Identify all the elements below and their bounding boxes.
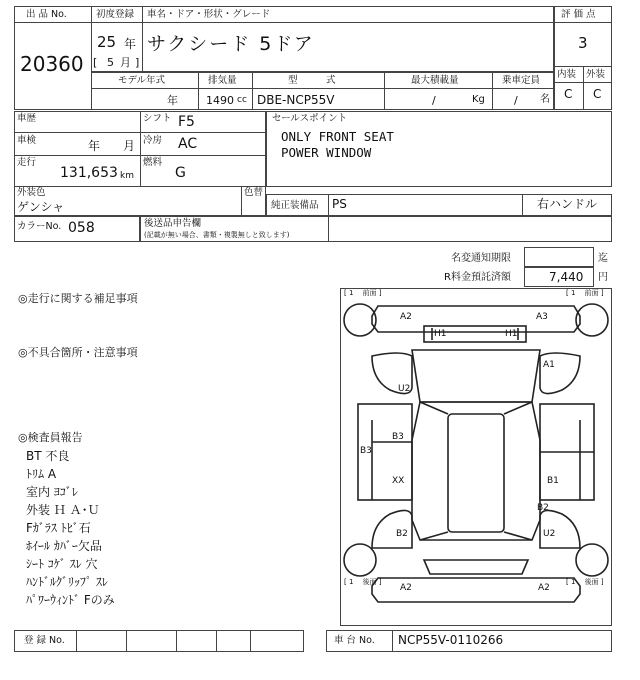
inspector-item: 室内 ﾖｺﾞﾚ [26,485,78,499]
docs-note: (記載が無い場合、書類・複製無しと致します) [144,231,290,239]
first-reg-month-close: ] [135,56,140,69]
max-load-label: 最大積載量 [411,75,459,86]
inspection-month-unit: 月 [123,139,136,153]
inspector-item: ｼｰﾄ ｺｹﾞ ｽﾚ 穴 [26,557,98,571]
inspection-year-unit: 年 [88,139,101,153]
damage-mark: U2 [543,529,556,539]
damage-mark: A1 [543,360,555,370]
score-value: 3 [578,34,588,52]
damage-mark: XX [392,476,405,486]
capacity-unit: 名 [540,94,550,105]
first-reg-year-unit: 年 [124,37,137,51]
inspector-item: Fｶﾞﾗｽ ﾄﾋﾞ石 [26,521,91,535]
chassis-number: NCP55V-0110266 [398,633,504,647]
model-year-label: モデル年式 [118,75,166,86]
damage-mark: A2 [400,583,412,593]
sales-point-2: POWER WINDOW [281,145,372,160]
inspector-item: 外装 Ｈ Ａ･Ｕ [26,503,100,517]
damage-mark: H1 [434,329,447,339]
damage-mark: A3 [536,312,548,322]
type-label: 型 式 [288,75,336,86]
mileage-unit: km [120,171,134,181]
chassis-label: 車 台 No. [334,635,375,646]
damage-mark: B1 [547,476,559,486]
vehicle-type: DBE-NCP55V [257,93,335,107]
displacement: 1490 [206,94,234,107]
registration-label: 登 録 No. [24,635,65,646]
damage-mark: A2 [538,583,550,593]
exterior-grade: C [593,87,602,101]
shift-value: F5 [178,114,195,130]
inspector-item: BT 不良 [26,449,70,463]
sales-points-label: セールスポイント [272,113,348,124]
inspector-list [26,447,246,609]
sales-point-1: ONLY FRONT SEAT [281,129,394,144]
steering-value: 右ハンドル [537,197,598,211]
driving-notes-label: ◎走行に関する補足事項 [18,292,138,305]
history-label: 車歴 [17,113,37,124]
docs-label: 後送品申告欄 [144,218,202,229]
recycle-unit: 円 [598,272,608,283]
repaint-label: 色替 [244,187,264,198]
lot-number: 20360 [20,52,84,76]
color-no: 058 [68,220,95,236]
equipment-value: PS [332,197,347,211]
shift-label: シフト [143,113,172,124]
color-no-label: カラーNo. [17,221,62,232]
capacity-label: 乗車定員 [502,75,541,86]
mileage: 131,653 [60,165,118,181]
first-reg-month-open: [ [93,56,98,69]
ext-color-label: 外装色 [17,187,46,198]
corner-label-rear-right: [ 1 後面 ] [566,578,604,586]
ac-value: AC [178,136,198,152]
max-load-unit: Kg [472,94,485,105]
fuel-label: 燃料 [143,157,163,168]
inspector-item: ﾎｲｰﾙ ｶﾊﾞｰ欠品 [26,539,102,553]
damage-mark: B3 [392,432,404,442]
first-reg-month-unit: 月 [120,56,131,69]
lot-label: 出 品 No. [26,9,67,20]
inspector-item: ﾊﾝﾄﾞﾙｸﾞﾘｯﾌﾟ ｽﾚ [26,575,108,589]
recycle-label: R料金預託済額 [444,272,511,283]
ext-color: ゲンシャ [17,200,65,214]
damage-mark: B3 [360,446,372,456]
corner-label-front-right: [ 1 前面 ] [566,289,604,297]
equipment-label: 純正装備品 [271,200,319,211]
exterior-label: 外装 [586,69,606,80]
defects-label: ◎不具合箇所・注意事項 [18,346,138,359]
model-year-unit: 年 [167,94,178,107]
displacement-unit: cc [237,95,247,105]
interior-grade: C [564,87,573,101]
damage-mark: B2 [537,503,549,513]
inspector-label: ◎検査員報告 [18,431,83,444]
ac-label: 冷房 [143,135,163,146]
car-outline [340,288,612,626]
displacement-label: 排気量 [208,75,237,86]
deadline-label: 名変通知期限 [451,253,511,264]
max-load-sep: / [432,94,436,107]
capacity-sep: / [514,94,518,107]
deadline-box [524,247,594,267]
score-label: 評 価 点 [561,9,596,20]
damage-mark: U2 [398,384,411,394]
car-name-label: 車名・ドア・形状・グレード [147,9,271,20]
first-reg-month: 5 [107,56,114,69]
inspection-label: 車検 [17,135,37,146]
inspector-item: ﾊﾟﾜｰｳｨﾝﾄﾞ Fのみ [26,593,115,607]
corner-label-front-left: [ 1 前面 ] [344,289,382,297]
corner-label-rear-left: [ 1 後面 ] [344,578,382,586]
first-reg-year: 25 [97,33,117,51]
damage-mark: H1 [505,329,518,339]
first-reg-label: 初度登録 [96,9,135,20]
deadline-unit: 迄 [598,253,608,264]
damage-mark: B2 [396,529,408,539]
damage-mark: A2 [400,312,412,322]
inspector-item: ﾄﾘﾑ A [26,467,57,481]
car-name: サクシード 5ドア [147,33,315,55]
fuel-value: G [175,165,186,181]
recycle-value: 7,440 [549,270,584,284]
mileage-label: 走行 [17,157,37,168]
interior-label: 内装 [557,69,577,80]
